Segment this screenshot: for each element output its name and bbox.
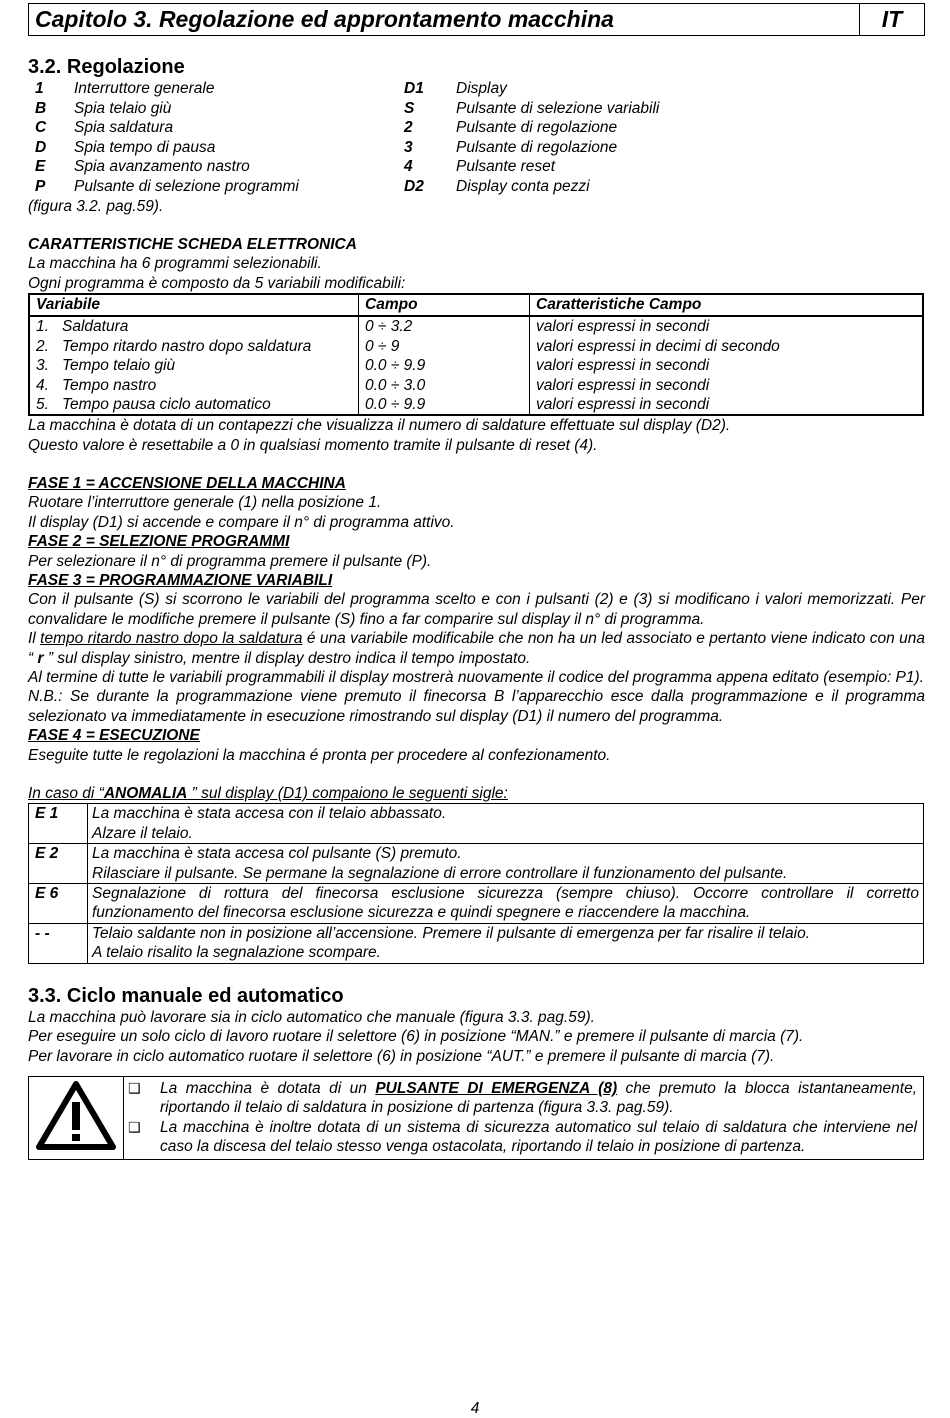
scheda-line-2: Ogni programma è composto da 5 variabili modificabili: — [28, 274, 406, 292]
campo-cell: 0 ÷ 3.2 — [359, 316, 530, 336]
warning-text — [124, 1076, 924, 1159]
variable-number: 3. — [36, 357, 49, 375]
caratteristiche-cell: valori espressi in decimi di secondo — [536, 337, 780, 355]
fase-4-line-1: Eseguite tutte le regolazioni la macchina é pronta per procedere al confezionamento. — [28, 746, 611, 764]
anomalia-intro — [28, 784, 925, 803]
col-variabile: Variabile — [29, 294, 359, 316]
variable-cell — [29, 356, 359, 375]
s33-line-1: La macchina può lavorare sia in ciclo automatico che manuale (figura 3.3. pag.59). — [28, 1008, 595, 1026]
anomaly-description — [88, 804, 924, 844]
text-segment: che premuto la blocca istantaneamente, riportando il telaio di saldatura in posizione di partenza (figura 3.3. pag.59). — [160, 1079, 918, 1117]
table-row — [29, 356, 923, 375]
legend-desc: Display conta pezzi — [456, 177, 590, 195]
text-segment: La macchina è dotata di un — [160, 1079, 376, 1097]
caratteristiche-cell: valori espressi in secondi — [536, 318, 710, 336]
warning-item-2 — [128, 1118, 917, 1157]
warning-item-1 — [128, 1079, 917, 1118]
legend-key: B — [35, 99, 47, 117]
table-row — [29, 316, 923, 336]
chapter-title: Capitolo 3. Regolazione ed approntamento macchina — [29, 4, 860, 35]
warning-box — [28, 1076, 924, 1160]
language-code: IT — [881, 6, 903, 32]
legend-key: 1 — [35, 80, 44, 97]
fase-3-title: FASE 3 = PROGRAMMAZIONE VARIABILI — [28, 571, 333, 589]
campo-cell: 0.0 ÷ 3.0 — [359, 375, 530, 394]
caratteristiche-cell: valori espressi in secondi — [536, 376, 710, 394]
anomaly-table — [28, 803, 924, 963]
text-segment: Il — [28, 630, 41, 648]
variable-name: Saldatura — [62, 318, 129, 336]
s33-line-2: Per eseguire un solo ciclo di lavoro ruotare il selettore (6) in posizione “MAN.” e premere il pulsante di marcia (7). — [28, 1028, 804, 1046]
warning-icon-cell — [29, 1076, 124, 1159]
variables-table — [28, 293, 924, 416]
legend-desc: Pulsante reset — [456, 158, 556, 176]
legend-desc: Pulsante di regolazione — [456, 138, 618, 156]
variable-number: 4. — [36, 376, 49, 394]
page — [28, 0, 925, 1160]
section-3-3-title: 3.3. Ciclo manuale ed automatico — [28, 984, 344, 1007]
anomaly-row — [29, 923, 924, 963]
text-segment: ” sul display (D1) compaiono le seguenti sigle: — [187, 785, 508, 803]
legend-row — [28, 177, 925, 197]
anomaly-description — [88, 884, 924, 924]
figure-reference: (figura 3.2. pag.59). — [28, 197, 164, 215]
underlined-variable: tempo ritardo nastro dopo la saldatura — [40, 630, 303, 648]
warning-item-1-text — [160, 1079, 917, 1118]
anomaly-code: E 2 — [29, 844, 88, 884]
anomaly-line-2: A telaio risalito la segnalazione scompare. — [92, 944, 381, 962]
scheda-heading: CARATTERISTICHE SCHEDA ELETTRONICA — [28, 235, 357, 253]
anomaly-line-2: Rilasciare il pulsante. Se permane la segnalazione di errore controllare il funzionamento del pulsante. — [92, 864, 788, 882]
control-legend — [28, 79, 925, 197]
fase-3-paragraph-3: Al termine di tutte le variabili programmabili il display mostrerà nuovamente il codice del programma appena editato (esempio: P1). — [28, 669, 924, 687]
legend-row — [28, 157, 925, 177]
legend-key: 4 — [404, 158, 413, 176]
legend-key: P — [35, 177, 46, 195]
caratteristiche-cell: valori espressi in secondi — [536, 357, 710, 375]
legend-desc: Spia saldatura — [74, 119, 174, 137]
fase-1-line-1: Ruotare l’interruttore generale (1) nella posizione 1. — [28, 494, 382, 512]
legend-key: D2 — [404, 177, 424, 195]
checkbox-bullet-icon: ❑ — [128, 1118, 141, 1135]
contapezzi-line: La macchina è dotata di un contapezzi che visualizza il numero di saldature effettuate sul display (D2). — [28, 417, 731, 435]
legend-row — [28, 118, 925, 138]
legend-desc: Spia avanzamento nastro — [74, 158, 250, 176]
col-campo: Campo — [359, 294, 530, 316]
legend-key: D — [35, 138, 47, 156]
anomaly-row — [29, 844, 924, 884]
legend-desc: Interruttore generale — [74, 80, 215, 97]
variable-cell — [29, 375, 359, 394]
fase-3-paragraph-4: N.B.: Se durante la programmazione viene premuto il finecorsa B l’apparecchio esce dalla programmazione e il programma selezionato va immediatamente in esecuzione rimostrando sul display (D1) il numero del programma. — [28, 688, 925, 725]
anomaly-description — [88, 844, 924, 884]
legend-desc: Pulsante di selezione variabili — [456, 99, 660, 117]
anomaly-line-1: Telaio saldante non in posizione all’accensione. Premere il pulsante di emergenza per far risalire il telaio. — [92, 924, 810, 942]
variable-name: Tempo nastro — [62, 376, 157, 394]
anomaly-line-1: La macchina è stata accesa col pulsante (S) premuto. — [92, 845, 462, 863]
legend-desc: Pulsante di selezione programmi — [74, 177, 299, 195]
section-3-2-title: 3.2. Regolazione — [28, 56, 185, 78]
variable-name: Tempo telaio giù — [62, 357, 176, 375]
reset-line: Questo valore è resettabile a 0 in qualsiasi momento tramite il pulsante di reset (4). — [28, 436, 598, 454]
anomaly-row — [29, 804, 924, 844]
anomaly-line-1: Segnalazione di rottura del finecorsa esclusione sicurezza (sempre chiuso). Occorre controllare il corretto funzionamento del finecorsa esclusione sicurezza e quindi spegnere e riaccendere la macchina. — [92, 885, 919, 922]
legend-key: D1 — [404, 80, 424, 97]
table-row — [29, 375, 923, 394]
variable-cell — [29, 316, 359, 336]
legend-desc: Spia tempo di pausa — [74, 138, 216, 156]
anomaly-code: - - — [29, 923, 88, 963]
table-row — [29, 337, 923, 356]
fase-2-title: FASE 2 = SELEZIONE PROGRAMMI — [28, 533, 290, 551]
legend-key: E — [35, 158, 46, 176]
legend-desc: Display — [456, 80, 507, 97]
col-caratteristiche: Caratteristiche Campo — [530, 294, 924, 316]
text-segment: é una variabile modificabile che non ha un led associato e pertanto viene indicato con una “ — [28, 630, 925, 667]
emergency-button-label: PULSANTE DI EMERGENZA (8) — [375, 1079, 618, 1097]
anomaly-description — [88, 923, 924, 963]
legend-key: S — [404, 99, 415, 117]
warning-triangle-icon — [36, 1080, 116, 1150]
text-segment: In caso di “ — [28, 785, 104, 803]
fase-3-paragraph-2 — [28, 629, 925, 668]
legend-key: 2 — [404, 119, 413, 137]
anomaly-row — [29, 884, 924, 924]
scheda-line-1: La macchina ha 6 programmi selezionabili. — [28, 255, 322, 273]
anomaly-code: E 1 — [29, 804, 88, 844]
campo-cell: 0 ÷ 9 — [359, 337, 530, 356]
variable-number: 5. — [36, 395, 49, 413]
text-segment: ” sul display sinistro, mentre il display destro indica il tempo impostato. — [43, 649, 531, 667]
legend-desc: Pulsante di regolazione — [456, 119, 618, 137]
campo-cell: 0.0 ÷ 9.9 — [359, 356, 530, 375]
warning-item-2-text: La macchina è inoltre dotata di un sistema di sicurezza automatico sul telaio di saldatura che interviene nel caso la discesa del telaio stesso venga ostacolata, riportando il telaio in posizione di partenza. — [160, 1118, 917, 1156]
campo-cell: 0.0 ÷ 9.9 — [359, 395, 530, 415]
legend-row — [28, 138, 925, 158]
table-row — [29, 395, 923, 415]
checkbox-bullet-icon: ❑ — [128, 1079, 141, 1096]
anomaly-line-2: Alzare il telaio. — [92, 824, 193, 842]
s33-line-3: Per lavorare in ciclo automatico ruotare il selettore (6) in posizione “AUT.” e premere il pulsante di marcia (7). — [28, 1047, 775, 1065]
variable-number: 2. — [36, 337, 49, 355]
variable-cell — [29, 337, 359, 356]
fase-3-paragraph-1: Con il pulsante (S) si scorrono le variabili del programma scelto e con i pulsanti (2) e (3) si modificano i valori memorizzati. Per convalidare le modifiche premere il pulsante (S) fino a far comparire sul display il n° di programma. — [28, 591, 925, 628]
r-symbol: r — [37, 649, 44, 667]
legend-key: 3 — [404, 138, 413, 156]
fase-1-title: FASE 1 = ACCENSIONE DELLA MACCHINA — [28, 474, 346, 492]
legend-desc: Spia telaio giù — [74, 99, 172, 117]
legend-row — [28, 99, 925, 119]
anomaly-line-1: La macchina è stata accesa con il telaio abbassato. — [92, 805, 447, 823]
caratteristiche-cell: valori espressi in secondi — [536, 395, 710, 413]
anomalia-word: ANOMALIA — [103, 785, 188, 803]
legend-row — [28, 79, 925, 99]
fase-2-line-1: Per selezionare il n° di programma premere il pulsante (P). — [28, 552, 432, 570]
variable-number: 1. — [36, 318, 49, 336]
variable-cell — [29, 395, 359, 415]
variable-name: Tempo ritardo nastro dopo saldatura — [62, 337, 312, 355]
chapter-header — [28, 3, 925, 36]
fase-1-line-2: Il display (D1) si accende e compare il n° di programma attivo. — [28, 513, 455, 531]
fase-4-title: FASE 4 = ESECUZIONE — [28, 727, 200, 745]
page-number: 4 — [470, 1400, 480, 1417]
legend-key: C — [35, 119, 47, 137]
anomaly-code: E 6 — [29, 884, 88, 924]
variable-name: Tempo pausa ciclo automatico — [62, 395, 271, 413]
